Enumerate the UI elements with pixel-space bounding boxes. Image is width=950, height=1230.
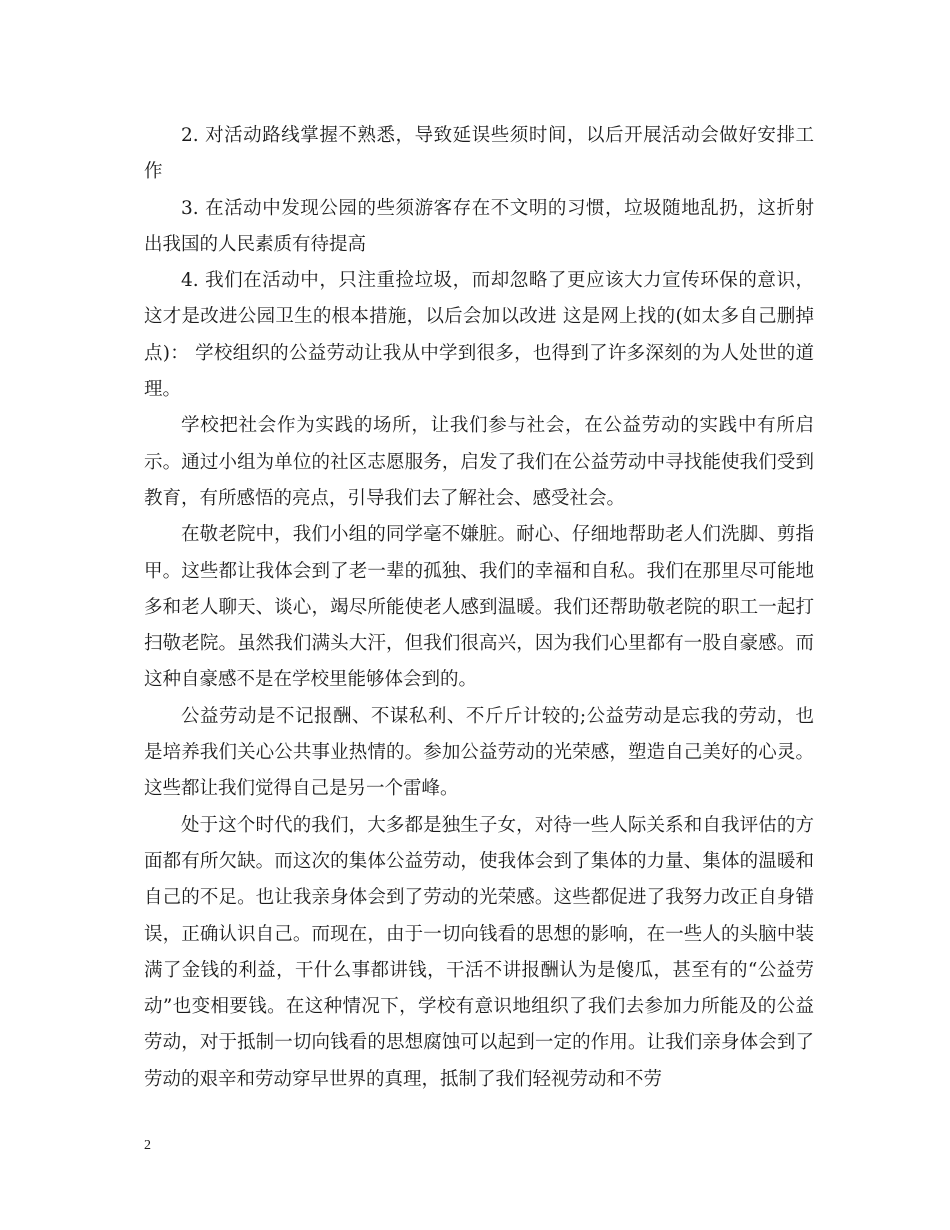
page-number: 2 [144, 1138, 151, 1153]
document-body [144, 118, 814, 1098]
paragraph-social-practice: 学校把社会作为实践的场所，让我们参与社会，在公益劳动的实践中有所启示。通过小组为单位的社区志愿服务，启发了我们在公益劳动中寻找能使我们受到教育，有所感悟的亮点，引导我们去了解社会、感受社会。 [144, 415, 814, 509]
paragraph-public-labor: 公益劳动是不记报酬、不谋私利、不斤斤计较的;公益劳动是忘我的劳动，也是培养我们关心公共事业热情的。参加公益劳动的光荣感，塑造自己美好的心灵。这些都让我们觉得自己是另一个雷峰。 [144, 705, 814, 800]
paragraph-nursing-home: 在敬老院中，我们小组的同学毫不嫌脏。耐心、仔细地帮助老人们洗脚、剪指甲。这些都让我体会到了老一辈的孤独、我们的幸福和自私。我们在那里尽可能地多和老人聊天、谈心，竭尽所能使老人感到温暖。我们还帮助敬老院的职工一起打扫敬老院。虽然我们满头大汗，但我们很高兴，因为我们心里都有一股自豪感。而这种自豪感不是在学校里能够体会到的。 [144, 524, 814, 691]
paragraph-item-3: 3. 在活动中发现公园的些须游客存在不文明的习惯，垃圾随地乱扔，这折射出我国的人民素质有待提高 [144, 197, 814, 255]
paragraph-item-2: 2. 对活动路线掌握不熟悉，导致延误些须时间，以后开展活动会做好安排工作 [144, 125, 814, 183]
paragraph-item-4: 4. 我们在活动中，只注重捡垃圾，而却忽略了更应该大力宣传环保的意识，这才是改进公园卫生的根本措施，以后会加以改进 这是网上找的(如太多自己删掉点)： 学校组织的公益劳动让我从中学到很多，也得到了许多深刻的为人处世的道理。 [144, 270, 814, 401]
paragraph-this-generation: 处于这个时代的我们，大多都是独生子女，对待一些人际关系和自我评估的方面都有所欠缺。而这次的集体公益劳动，使我体会到了集体的力量、集体的温暖和自己的不足。也让我亲身体会到了劳动的光荣感。这些都促进了我努力改正自身错误，正确认识自己。而现在，由于一切向钱看的思想的影响，在一些人的头脑中装满了金钱的利益，干什么事都讲钱，干活不讲报酬认为是傻瓜，甚至有的“公益劳动”也变相要钱。在这种情况下，学校有意识地组织了我们去参加力所能及的公益劳动，对于抵制一切向钱看的思想腐蚀可以起到一定的作用。让我们亲身体会到了劳动的艰辛和劳动穿早世界的真理，抵制了我们轻视劳动和不劳 [144, 814, 814, 1090]
